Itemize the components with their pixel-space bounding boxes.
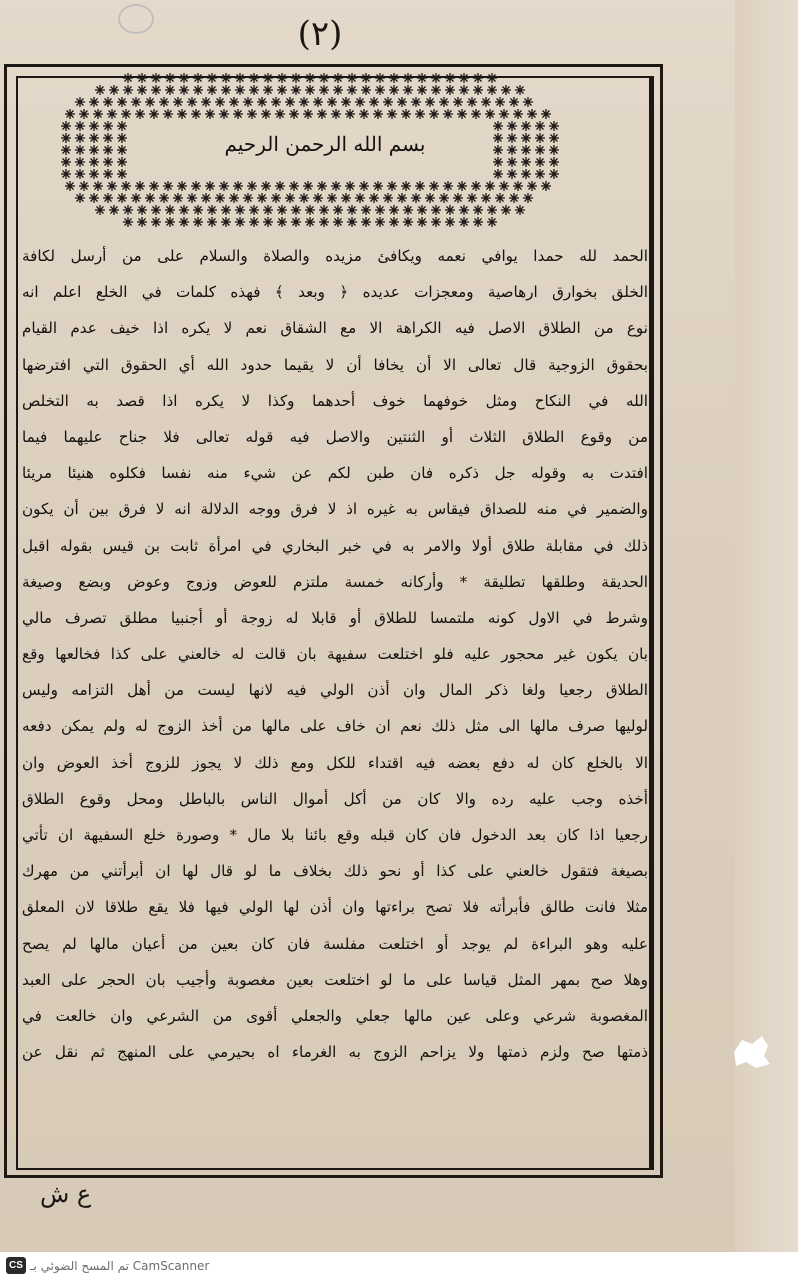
- scanner-watermark-bar: [0, 1252, 798, 1280]
- page-number: (٢): [297, 14, 343, 54]
- camscanner-logo: CS: [6, 1257, 26, 1274]
- text-line: ذمتها صح ولزم ذمتها ولا يزاحم الزوج به الغرماء اه بحيرمي على المنهج ثم نقل عن: [22, 1043, 648, 1062]
- text-line: والضمير في منه للصداق فيقاس به غيره اذ لا فرق ووجه الدلالة انه لا فرق بين أن يكون: [22, 500, 648, 519]
- text-line: الخلق بخوارق ارهاصية ومعجزات عديده ﴿ وبعد ﴾ فهذه كلمات في الخلع اعلم انه: [22, 283, 648, 302]
- paper-tear: [728, 1032, 772, 1072]
- basmala-heading: بسم الله الرحمن الرحيم: [224, 132, 426, 156]
- text-line: افتدت به وقوله جل ذكره فان طبن لكم عن شيء منه نفسا فكلوه هنيئا مريئا: [22, 464, 648, 483]
- text-line: المغصوبة شرعي وعلى عين مالها جعلي والجعلي أقوى من الشرعي وان خالعت في: [22, 1006, 648, 1025]
- ink-stamp: [118, 4, 154, 34]
- text-line: أخذه وجب عليه رده والا كان من أكل أموال الناس بالباطل ومحل وقوع الطلاق: [22, 789, 648, 808]
- text-line: الطلاق رجعيا ولغا ذكر المال وان أذن الولي فيه لانها ليست من أهل التزامه وليس: [22, 681, 648, 700]
- text-line: الحديقة وطلقها تطليقة * وأركانه خمسة ملتزم للعوض وزوج وعوض وبضع وصيغة: [22, 572, 648, 591]
- text-line: رجعيا اذا كان بعد الدخول فان كان قبله وقع بائنا بلا مال * وصورة خلع السفيهة ان تأتي: [22, 826, 648, 844]
- text-line: عليه وهو البراءة لم يوجد أو اختلعت مفلسة فان كان بعين من أعيان مالها لم يصح: [22, 934, 648, 953]
- body-text: [22, 238, 648, 1158]
- text-line: لوليها صرف مالها الى مثل ذلك نعم ان خاف على مالها من أخذ الزوج له ولم يمكن دفعه: [22, 717, 648, 736]
- text-line: الحمد لله حمدا يوافي نعمه ويكافئ مزيده والصلاة والسلام على من أرسل لكافة: [22, 247, 648, 265]
- text-line: وشرط في الاول كونه ملتمسا للطلاق أو قابلا له زوجة أو أجنبيا مطلق تصرف مالي: [22, 608, 648, 627]
- text-line: وهلا صح بمهر المثل قياسا على ما لو اختلعت بعين مغصوبة وأجيب بان الحجر على العبد: [22, 970, 648, 989]
- text-line: نوع من الطلاق الاصل فيه الكراهة الا مع الشقاق نعم لا يكره اذا خيف عدم القيام: [22, 319, 648, 338]
- text-line: بحقوق الزوجية قال تعالى الا أن يخافا أن لا يقيما حدود الله أي الحقوق التي افترضها: [22, 355, 648, 374]
- text-line: بصيغة فتقول خالعني على كذا أو نحو ذلك بخلاف ما لو قال لها ان أبرأتني من مهرك: [22, 862, 648, 881]
- text-line: مثلا فانت طالق فأبرأته فلا تصح براءتها وان أذن لها الولي فيها فلا يقع طلاقا لان المعلق: [22, 898, 648, 917]
- text-line: الا بالخلع كان له دفع بعضه فيه اقتداء للكل ومع ذلك لا يجوز للزوج أخذ العوض وان: [22, 753, 648, 772]
- text-line: ذلك في مقابلة طلاق أولا والامر به في خبر البخاري في امرأة ثابت بن قيس بقوله اقبل: [22, 536, 648, 555]
- camscanner-text: تم المسح الضوئي بـ CamScanner: [30, 1259, 210, 1273]
- text-line: بان يكون غير محجور عليه فلو اختلعت سفيهة بان قالت له خالعني على كذا فخالعها وقع: [22, 645, 648, 664]
- text-line: الله في النكاح ومثل خوفهما خوف أحدهما وكذا لا يكره اذا قصد به التخلص: [22, 391, 648, 410]
- text-line: من وقوع الطلاق الثلاث أو الثنتين والاصل فيه قوله تعالى فلا جناح عليهما فيما: [22, 427, 648, 446]
- catchword-mark: ع ش: [40, 1180, 92, 1208]
